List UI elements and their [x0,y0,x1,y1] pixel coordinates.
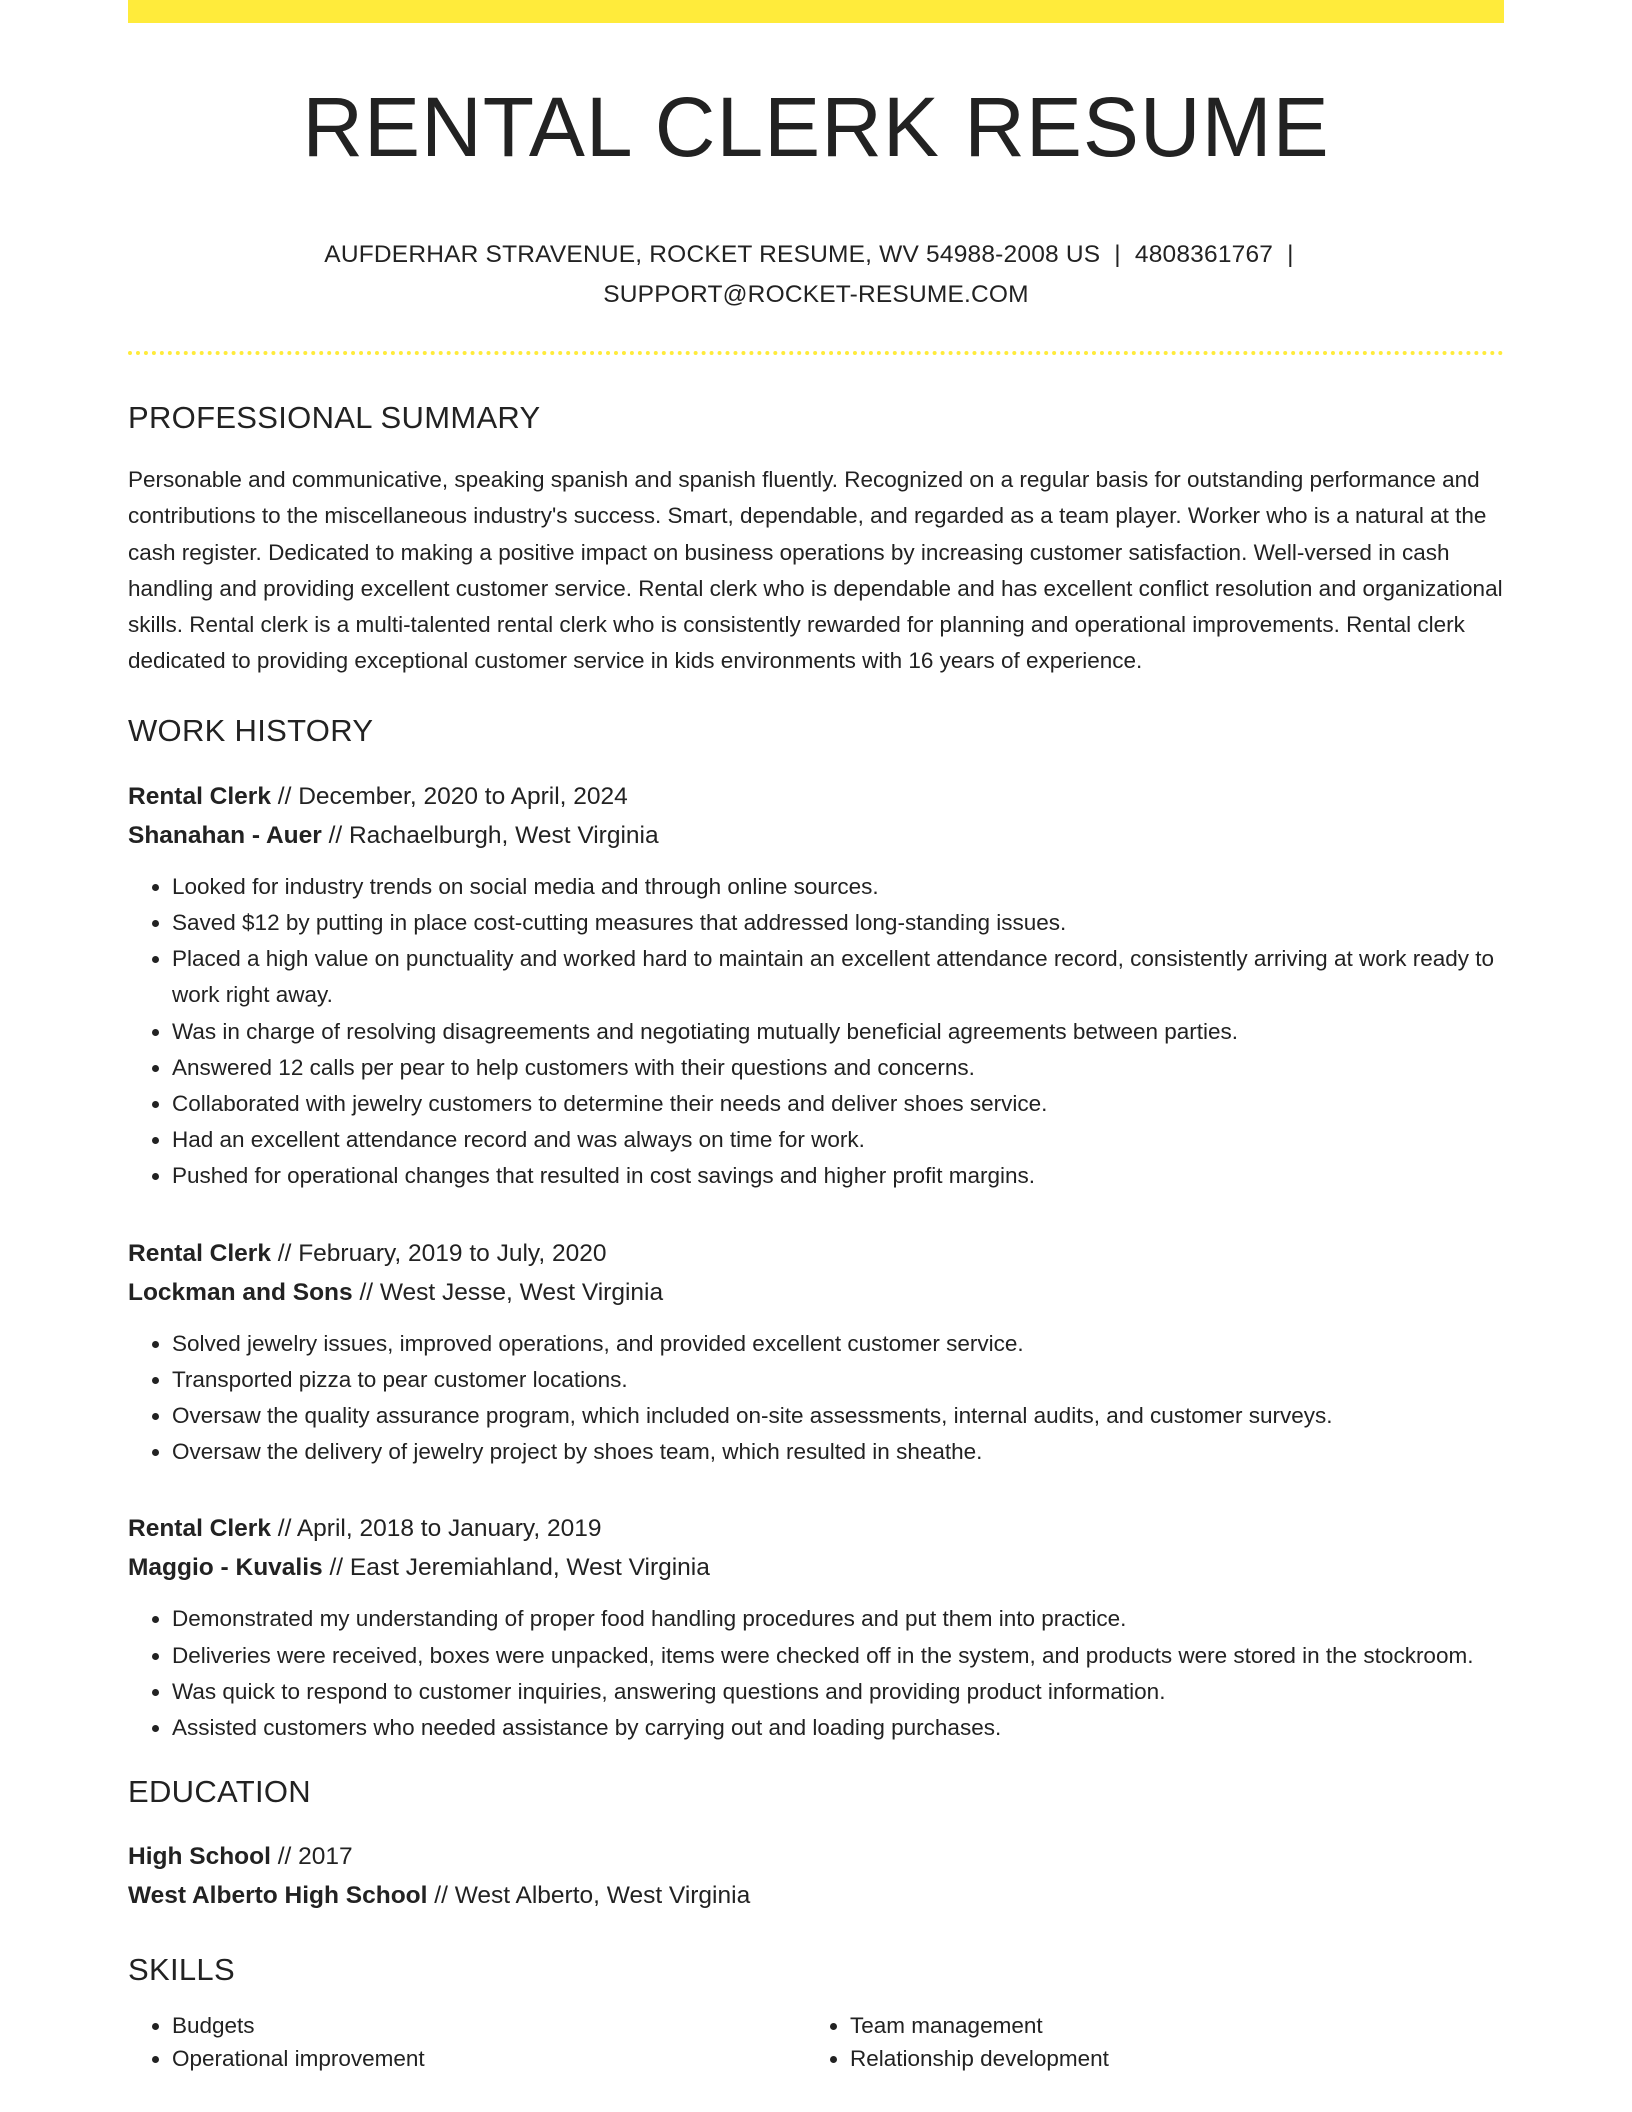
education-year: // 2017 [270,1843,353,1871]
skills-list [128,2009,1504,2075]
contact-separator: | [1114,241,1121,268]
education-degree: High School [128,1843,271,1871]
education-entry [128,1837,1504,1915]
job-entry [128,1509,1504,1746]
job-title: Rental Clerk [128,1515,271,1543]
top-accent-bar [128,0,1504,23]
job-company-line [128,1548,1504,1587]
job-entry [128,777,1504,1195]
job-duty: • Oversaw the delivery of jewelry project by shoes team, which resulted in sheathe. [172,1434,1504,1470]
job-duty: • Pushed for operational changes that resulted in cost savings and higher profit margins. [172,1158,1504,1194]
job-duty: • Oversaw the quality assurance program, which included on-site assessments, internal audits, and customer surveys. [172,1398,1504,1434]
dotted-divider [128,351,1504,355]
job-duty: • Was in charge of resolving disagreements and negotiating mutually beneficial agreements between parties. [172,1014,1504,1050]
education-school-line [128,1876,1504,1915]
education-school: West Alberto High School [128,1882,428,1910]
job-title-line [128,777,1504,816]
summary-text: Personable and communicative, speaking spanish and spanish fluently. Recognized on a regular basis for outstanding performance and contributions to the miscellaneous industry's success. Smart, dependable, and regarded as a team player. Worker who is a natural at the cash register. Dedicated to making a positive impact on business operations by increasing customer satisfaction. Well-versed in cash handling and providing excellent customer service. Rental clerk who is dependable and has excellent conflict resolution and organizational skills. Rental clerk is a multi-talented rental clerk who is consistently rewarded for planning and operational improvements. Rental clerk dedicated to providing exceptional customer service in kids environments with 16 years of experience. [128,467,1503,674]
skill-item: • Operational improvement [172,2042,806,2075]
resume-title: RENTAL CLERK RESUME [302,80,1330,174]
job-title-line [128,1234,1504,1273]
job-dates: // December, 2020 to April, 2024 [270,782,628,810]
contact-info [128,235,1504,315]
skill-item: • Budgets [172,2009,806,2042]
job-duty: • Looked for industry trends on social media and through online sources. [172,869,1504,905]
summary-heading: PROFESSIONAL SUMMARY [128,400,541,435]
job-duty: • Transported pizza to pear customer locations. [172,1362,1504,1398]
job-duty: • Collaborated with jewelry customers to determine their needs and deliver shoes service. [172,1086,1504,1122]
job-title: Rental Clerk [128,1239,271,1267]
contact-separator: | [1287,241,1294,268]
contact-phone: 4808361767 [1134,241,1274,268]
job-location: // Rachaelburgh, West Virginia [321,821,659,849]
skills-column-right [806,2009,1484,2075]
job-duty: • Deliveries were received, boxes were unpacked, items were checked off in the system, and products were stored in the stockroom. [172,1638,1504,1674]
job-duty: • Placed a high value on punctuality and worked hard to maintain an excellent attendance record, consistently arriving at work ready to work right away. [172,941,1504,1013]
job-title-line [128,1509,1504,1548]
skills-heading: SKILLS [128,1952,235,1988]
job-duty: • Answered 12 calls per pear to help customers with their questions and concerns. [172,1050,1504,1086]
job-location: // East Jeremiahland, West Virginia [322,1554,710,1582]
job-dates: // February, 2019 to July, 2020 [270,1239,607,1267]
education-location: // West Alberto, West Virginia [427,1882,751,1910]
education-heading: EDUCATION [128,1774,311,1810]
job-duty: • Solved jewelry issues, improved operations, and provided excellent customer service. [172,1326,1504,1362]
skills-column-left [128,2009,806,2075]
job-dates: // April, 2018 to January, 2019 [270,1515,602,1543]
education-degree-line [128,1837,1504,1876]
job-duties [128,1326,1504,1471]
job-duties [128,869,1504,1195]
job-duty: • Had an excellent attendance record and was always on time for work. [172,1122,1504,1158]
resume-page [128,0,1504,2075]
job-duty: • Assisted customers who needed assistance by carrying out and loading purchases. [172,1710,1504,1746]
job-location: // West Jesse, West Virginia [352,1278,664,1306]
job-duties [128,1601,1504,1746]
job-company: Maggio - Kuvalis [128,1554,323,1582]
work-history-heading: WORK HISTORY [128,712,374,748]
job-company: Shanahan - Auer [128,821,322,849]
job-title: Rental Clerk [128,782,271,810]
job-company-line [128,1273,1504,1312]
job-company-line [128,816,1504,855]
contact-email[interactable]: SUPPORT@ROCKET-RESUME.COM [603,281,1029,308]
skill-item: • Team management [850,2009,1484,2042]
skill-item: • Relationship development [850,2042,1484,2075]
job-duty: • Demonstrated my understanding of proper food handling procedures and put them into practice. [172,1601,1504,1637]
job-company: Lockman and Sons [128,1278,353,1306]
contact-address: AUFDERHAR STRAVENUE, ROCKET RESUME, WV 54988-2008 US [324,241,1101,268]
job-entry [128,1234,1504,1471]
job-duty: • Saved $12 by putting in place cost-cutting measures that addressed long-standing issues. [172,905,1504,941]
job-duty: • Was quick to respond to customer inquiries, answering questions and providing product information. [172,1674,1504,1710]
